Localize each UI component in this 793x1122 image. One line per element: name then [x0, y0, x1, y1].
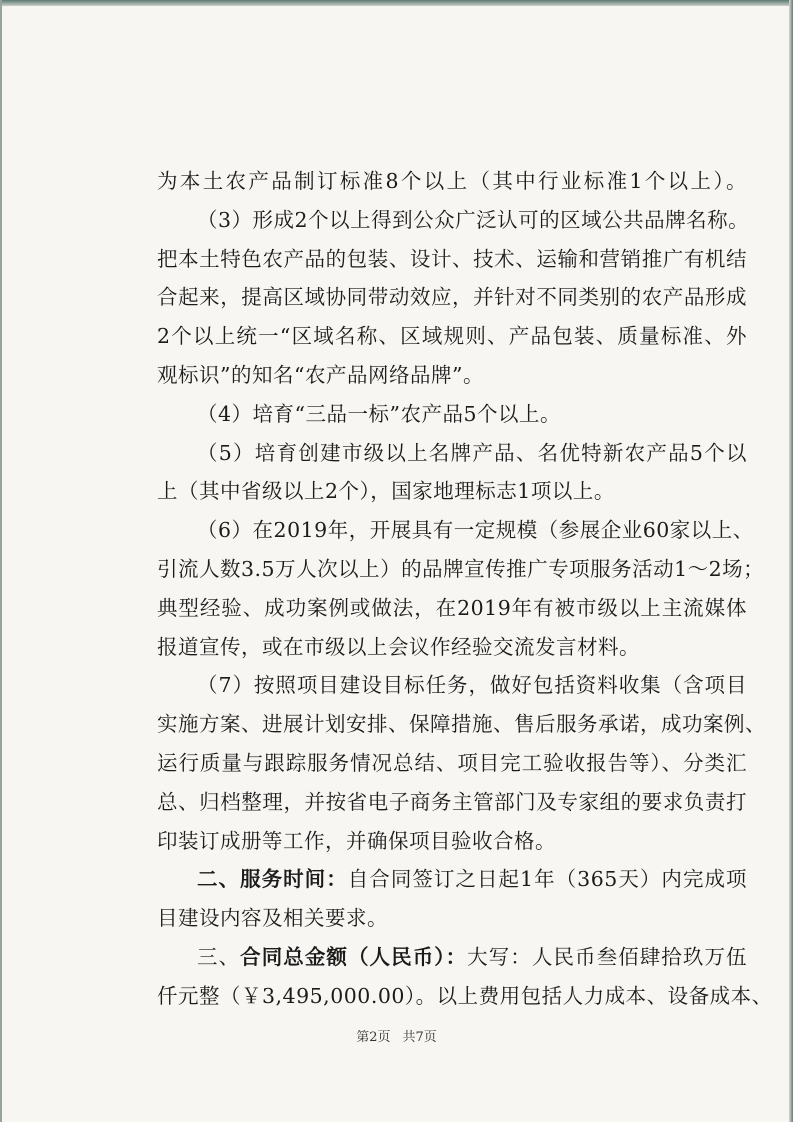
contract-amount-line	[157, 938, 747, 977]
body-line: （3）形成2个以上得到公众广泛认可的区域公共品牌名称。	[197, 207, 750, 232]
page-total: 共7页	[402, 1030, 437, 1045]
body-line: 合起来，提高区域协同带动效应，并针对不同类别的农产品形成	[157, 285, 747, 310]
body-line: 引流人数3.5万人次以上）的品牌宣传推广专项服务活动1～2场；	[157, 556, 765, 581]
body-line: 为本土农产品制订标准8个以上（其中行业标准1个以上）。	[157, 169, 747, 193]
scan-edge-right	[789, 0, 793, 1122]
body-line: （4）培育“三品一标”农产品5个以上。	[197, 401, 562, 426]
page-footer	[0, 1026, 793, 1045]
body-line: 典型经验、成功案例或做法，在2019年有被市级以上主流媒体	[157, 595, 747, 620]
contract-amount-text: 大写：人民币叁佰肆拾玖万伍	[467, 944, 748, 969]
body-line: 上（其中省级以上2个），国家地理标志1项以上。	[157, 479, 615, 504]
body-line: 观标识”的知名“农产品网络品牌”。	[157, 362, 484, 387]
document-body	[157, 162, 773, 1016]
body-line: 印装订成册等工作，并确保项目验收合格。	[157, 828, 556, 853]
body-line: 把本土特色农产品的包装、设计、技术、运输和营销推广有机结	[157, 246, 747, 271]
service-time-line	[157, 860, 747, 899]
body-line: 总、归档整理，并按省电子商务主管部门及专家组的要求负责打	[157, 789, 747, 814]
service-time-heading: 二、服务时间：	[197, 867, 348, 892]
service-time-text: 自合同签订之日起1年（365天）内完成项	[347, 867, 748, 892]
contract-amount-heading: 合同总金额（人民币）：	[240, 944, 468, 969]
contract-amount-prefix: 三、	[197, 944, 241, 969]
body-line: 报道宣传，或在市级以上会议作经验交流发言材料。	[157, 634, 640, 659]
contract-amount-line-2: 仟元整（￥3,495,000.00）。以上费用包括人力成本、设备成本、	[157, 983, 773, 1008]
scan-edge-left	[0, 0, 2, 1122]
body-line: （6）在2019年，开展具有一定规模（参展企业60家以上、	[197, 518, 754, 543]
scan-edge-top	[0, 0, 793, 6]
page-number: 第2页	[356, 1030, 391, 1045]
body-line: 2个以上统一“区域名称、区域规则、产品包装、质量标准、外	[157, 324, 747, 349]
service-time-line-2: 目建设内容及相关要求。	[157, 906, 388, 931]
body-line: 实施方案、进展计划安排、保障措施、售后服务承诺，成功案例、	[157, 712, 766, 737]
body-line: 运行质量与跟踪服务情况总结、项目完工验收报告等）、分类汇	[157, 750, 747, 775]
body-line: （5）培育创建市级以上名牌产品、名优特新农产品5个以	[197, 440, 747, 465]
body-line: （7）按照项目建设目标任务，做好包括资料收集（含项目	[197, 673, 747, 698]
